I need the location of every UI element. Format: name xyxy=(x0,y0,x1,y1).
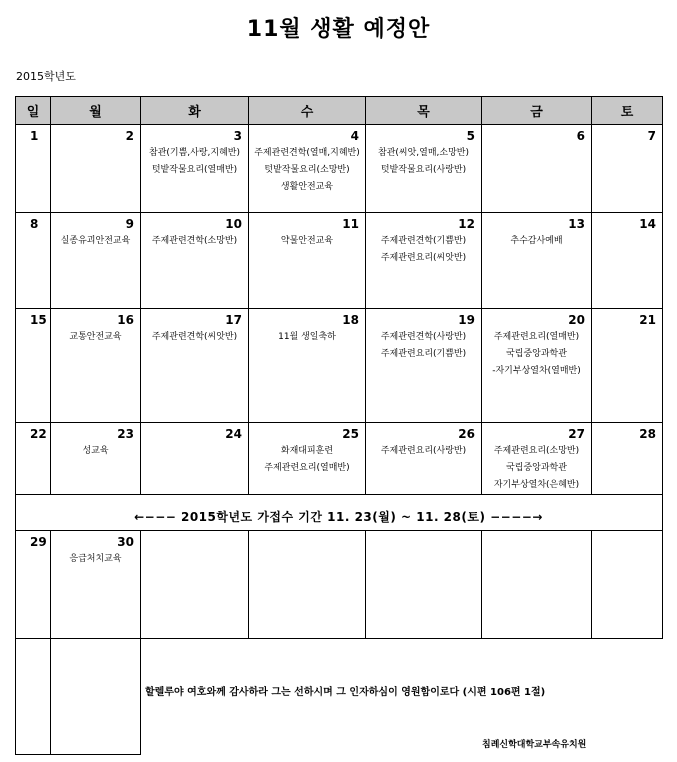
weekday-tue: 화 xyxy=(141,97,249,125)
day-cell xyxy=(366,125,482,213)
day-number: 20 xyxy=(568,313,585,327)
week-row xyxy=(16,423,663,495)
day-cell xyxy=(249,213,366,309)
day-number: 16 xyxy=(117,313,134,327)
day-number: 26 xyxy=(458,427,475,441)
day-cell xyxy=(592,125,663,213)
day-cell xyxy=(482,309,592,423)
day-cell xyxy=(51,531,141,639)
event-label: 주제관련요리(기쁨반) xyxy=(380,349,467,359)
day-number: 2 xyxy=(125,129,134,143)
day-number: 11 xyxy=(342,217,359,231)
day-cell xyxy=(482,125,592,213)
day-cell xyxy=(249,423,366,495)
day-number: 13 xyxy=(568,217,585,231)
day-cell xyxy=(16,309,51,423)
day-cell xyxy=(366,213,482,309)
day-number: 27 xyxy=(568,427,585,441)
event-label: 화재대피훈련 xyxy=(280,446,334,456)
event-label: 교통안전교육 xyxy=(69,332,122,342)
day-number: 14 xyxy=(639,217,656,231)
day-cell xyxy=(51,309,141,423)
day-cell xyxy=(141,213,249,309)
day-cell xyxy=(482,423,592,495)
event-label: 주제관련견학(씨앗반) xyxy=(151,332,238,342)
footer-empty-cell xyxy=(51,639,141,755)
weekday-header-row xyxy=(16,97,663,125)
day-cell xyxy=(366,309,482,423)
weekday-mon: 월 xyxy=(51,97,141,125)
registration-period-banner: ←−−− 2015학년도 가접수 기간 11. 23(월) ~ 11. 28(토) −−−−→ xyxy=(134,510,543,524)
calendar-table xyxy=(15,96,663,755)
day-number: 15 xyxy=(30,313,47,327)
day-cell xyxy=(592,213,663,309)
week-row xyxy=(16,309,663,423)
event-label: 실종유괴안전교육 xyxy=(60,236,131,246)
event-label: -자기부상열차(열매반) xyxy=(492,366,581,376)
weekday-fri: 금 xyxy=(482,97,592,125)
footer-empty-cell xyxy=(16,639,51,755)
event-label: 주제관련견학(기쁨반) xyxy=(380,236,467,246)
event-label: 국립중앙과학관 xyxy=(506,463,567,473)
day-cell xyxy=(592,309,663,423)
day-cell xyxy=(51,125,141,213)
event-label: 자기부상열차(은혜반) xyxy=(493,480,580,490)
day-number: 10 xyxy=(225,217,242,231)
school-name: 침례신학대학교부속유치원 xyxy=(482,740,587,750)
day-cell xyxy=(141,125,249,213)
day-cell xyxy=(141,531,249,639)
weekday-wed: 수 xyxy=(249,97,366,125)
day-number: 29 xyxy=(30,535,47,549)
day-cell xyxy=(249,309,366,423)
weekday-sun: 일 xyxy=(16,97,51,125)
event-label: 참관(기쁨,사랑,지혜반) xyxy=(149,148,240,158)
day-cell xyxy=(249,531,366,639)
day-cell xyxy=(16,213,51,309)
day-cell xyxy=(51,213,141,309)
event-label: 11월 생일축하 xyxy=(278,332,336,342)
day-number: 4 xyxy=(350,129,359,143)
day-number: 12 xyxy=(458,217,475,231)
day-cell xyxy=(141,423,249,495)
day-number: 28 xyxy=(639,427,656,441)
day-number: 22 xyxy=(30,427,47,441)
day-number: 19 xyxy=(458,313,475,327)
day-number: 25 xyxy=(342,427,359,441)
day-cell xyxy=(249,125,366,213)
day-cell xyxy=(482,213,592,309)
day-number: 5 xyxy=(466,129,475,143)
day-number: 3 xyxy=(233,129,242,143)
day-number: 24 xyxy=(225,427,242,441)
day-cell xyxy=(16,531,51,639)
week-row xyxy=(16,531,663,639)
bible-verse: 할렐루야 여호와께 감사하라 그는 선하시며 그 인자하심이 영원함이로다 (시편 106편 1절) xyxy=(145,687,546,698)
day-cell xyxy=(592,423,663,495)
school-year: 2015학년도 xyxy=(16,70,76,83)
event-label: 약물안전교육 xyxy=(280,236,334,246)
event-label: 응급처치교육 xyxy=(69,554,122,564)
day-cell xyxy=(51,423,141,495)
event-label: 주제관련견학(소망반) xyxy=(151,236,238,246)
event-label: 국립중앙과학관 xyxy=(506,349,567,359)
event-label: 추수감사예배 xyxy=(510,236,563,246)
day-number: 8 xyxy=(30,217,39,231)
event-label: 텃밭작물요리(소망반) xyxy=(264,165,350,175)
event-label: 주제관련요리(열매반) xyxy=(493,332,580,342)
weekday-thu: 목 xyxy=(366,97,482,125)
day-number: 17 xyxy=(225,313,242,327)
day-cell xyxy=(366,423,482,495)
event-label: 주제관련요리(소망반) xyxy=(493,446,580,456)
day-number: 6 xyxy=(576,129,585,143)
day-cell xyxy=(16,423,51,495)
event-label: 주제관련견학(사랑반) xyxy=(380,332,467,342)
day-number: 7 xyxy=(647,129,656,143)
day-number: 1 xyxy=(30,129,39,143)
event-label: 주제관련요리(사랑반) xyxy=(380,446,467,456)
day-cell xyxy=(482,531,592,639)
event-label: 텃밭작물요리(사랑반) xyxy=(380,165,467,175)
day-number: 9 xyxy=(125,217,134,231)
day-cell xyxy=(16,125,51,213)
weekday-sat: 토 xyxy=(592,97,663,125)
event-label: 주제관련견학(열매,지혜반) xyxy=(254,148,360,158)
event-label: 텃밭작물요리(열매반) xyxy=(151,165,238,175)
day-cell xyxy=(141,309,249,423)
event-label: 성교육 xyxy=(82,446,109,456)
day-number: 18 xyxy=(342,313,359,327)
week-row xyxy=(16,213,663,309)
event-label: 주제관련요리(씨앗반) xyxy=(380,253,467,263)
week-row xyxy=(16,125,663,213)
event-label: 생활안전교육 xyxy=(280,182,334,192)
day-number: 30 xyxy=(117,535,134,549)
event-label: 참관(씨앗,열매,소망반) xyxy=(378,148,469,158)
day-cell xyxy=(592,531,663,639)
day-number: 21 xyxy=(639,313,656,327)
day-number: 23 xyxy=(117,427,134,441)
page-title: 11월 생활 예정안 xyxy=(246,17,431,42)
event-label: 주제관련요리(열매반) xyxy=(264,463,350,473)
day-cell xyxy=(366,531,482,639)
